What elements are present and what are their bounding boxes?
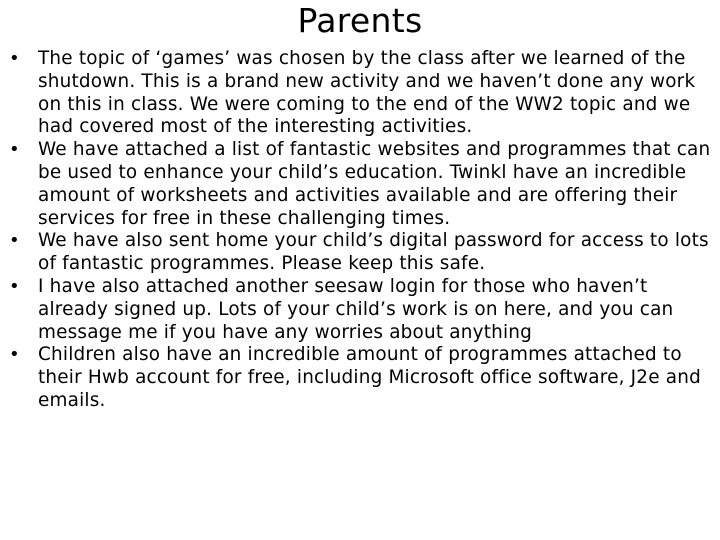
slide-title: Parents [297,1,423,40]
bullet-text: Children also have an incredible amount of programmes attached to their Hwb account for free, including Microsoft office software, J2e and emails. [38,344,701,411]
bullet-item [8,230,714,276]
bullet-item [8,344,714,412]
bullet-text: We have also sent home your child’s digital password for access to lots of fantastic programmes. Please keep this safe. [38,230,709,275]
bullet-icon: • [9,139,20,161]
bullet-icon: • [9,344,20,366]
bullet-text: We have attached a list of fantastic websites and programmes that can be used to enhance your child’s education. Twinkl have an incredible amount of worksheets and activities available and are offering their services for free in these challenging times. [38,139,711,229]
bullet-item [8,139,714,230]
bullet-text: The topic of ‘games’ was chosen by the class after we learned of the shutdown. This is a brand new activity and we haven’t done any work on this in class. We were coming to the end of the WW2 topic and we had covered most of the interesting activities. [38,48,696,138]
bullet-item [8,48,714,139]
bullet-item [8,276,714,344]
bullet-list [8,48,714,413]
bullet-icon: • [9,230,20,252]
bullet-icon: • [9,275,20,297]
bullet-text: I have also attached another seesaw login for those who haven’t already signed up. Lots of your child’s work is on here, and you can message me if you have any worries about anything [38,275,674,343]
bullet-icon: • [9,48,20,69]
